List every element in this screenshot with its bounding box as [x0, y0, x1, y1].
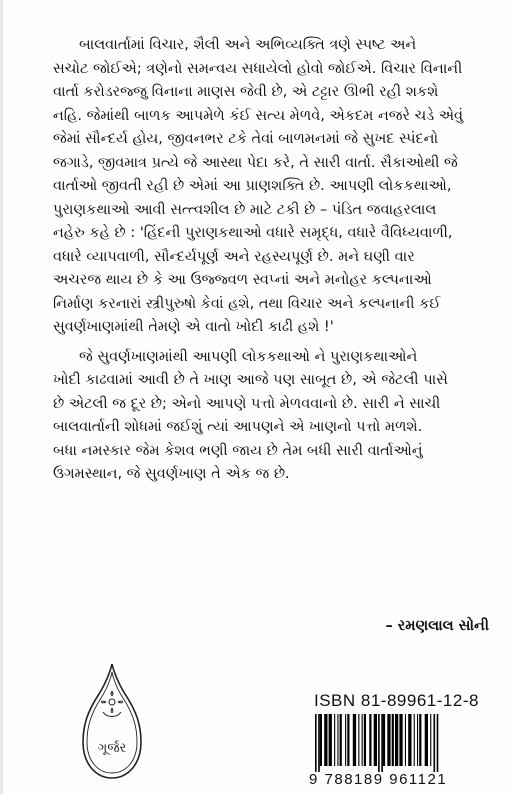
- text-line: જે સુવર્ણખાણમાંથી આપણી લોકકથાઓ ને પુરાણકથાઓને: [79, 348, 418, 365]
- author-signature: – રમણલાલ સોની: [385, 618, 489, 634]
- text-line: ઉગમસ્થાન, જે સુવર્ણખાણ તે એક જ છે.: [53, 466, 290, 482]
- paragraph-1: [53, 34, 493, 340]
- text-line: બધા નમસ્કાર જેમ કેશવ ભણી જાય છે તેમ બધી સારી વાર્તાઓનું: [53, 442, 423, 459]
- text-line: વધારે વ્યાપવાળી, સૌન્દર્યપૂર્ણ અને રહસ્યપૂર્ણ છે. મને ઘણી વાર: [53, 248, 415, 265]
- text-line: ખોદી કાઢવામાં આવી છે તે ખાણ આજે પણ સાબૂત છે, એ જેટલી પાસે: [53, 372, 448, 388]
- text-line: સુવર્ણખાણમાંથી તેમણે એ વાતો ખોદી કાઢી હશે !': [53, 319, 334, 335]
- publisher-drop-logo-icon: [79, 660, 145, 784]
- text-line: સચોટ જોઈએ; ત્રણેનો સમન્વય સધાયેલો હોવો જોઈએ. વિચાર વિનાની: [53, 60, 463, 77]
- barcode-digits: 9 788189 961121: [309, 771, 448, 788]
- text-line: બાલવાર્તાની શોધમાં જઈશું ત્યાં આપણને એ ખાણનો પત્તો મળશે.: [53, 419, 423, 435]
- text-line: જગાડે, જીવમાત્ર પ્રત્યે જે આસ્થા પેદા કરે, તે સારી વાર્તા. સૈકાઓથી જે: [53, 154, 458, 171]
- text-line: છે એટલી જ દૂર છે; એનો આપણે પત્તો મેળવવાનો છે. સારી ને સાચી: [53, 395, 441, 412]
- text-line: જેમાં સૌન્દર્ય હોય, જીવનભર ટકે તેવાં બાળમનમાં જે સુખદ સ્પંદનો: [53, 131, 439, 147]
- logo-wordmark: ગૂર્જર: [97, 741, 127, 756]
- text-line: વાર્તા કરોડરજ્જુ વિનાના માણસ જેવી છે, એ ટટ્ટાર ઊભી રહી શકશે: [53, 84, 439, 100]
- text-line: નહેરુ કહે છે : 'હિંદની પુરાણકથાઓ વધારે સમૃદ્ધ, વધારે વૈવિધ્યવાળી,: [53, 225, 453, 241]
- text-line: વાર્તાઓ જીવતી રહી છે એમાં આ પ્રાણશક્તિ છે. આપણી લોકકથાઓ,: [53, 178, 452, 194]
- text-line: પુરાણકથાઓ આવી સત્ત્વશીલ છે માટે ટકી છે – પંડિત જવાહરલાલ: [53, 201, 437, 218]
- text-line: નહિ. જેમાંથી બાળક આપમેળે કંઈ સત્ય મેળવે, એકદમ નજરે ચડે એવું: [53, 107, 464, 124]
- paragraph-2: [53, 346, 493, 487]
- foreword-text: [53, 34, 493, 493]
- text-line: અચરજ થાય છે કે આ ઉજ્જ્વળ સ્વપ્નાં અને મનોહર કલ્પનાઓ: [53, 272, 432, 288]
- text-line: બાલવાર્તામાં વિચાર, શૈલી અને અભિવ્યક્તિ ત્રણે સ્પષ્ટ અને: [79, 37, 417, 53]
- barcode-icon: [309, 714, 515, 772]
- isbn-label: ISBN 81-89961-12-8: [314, 691, 479, 710]
- text-line: નિર્માણ કરનારાં સ્ત્રીપુરુષો કેવાં હશે, તથા વિચાર અને કલ્પનાની કઈ: [53, 295, 441, 312]
